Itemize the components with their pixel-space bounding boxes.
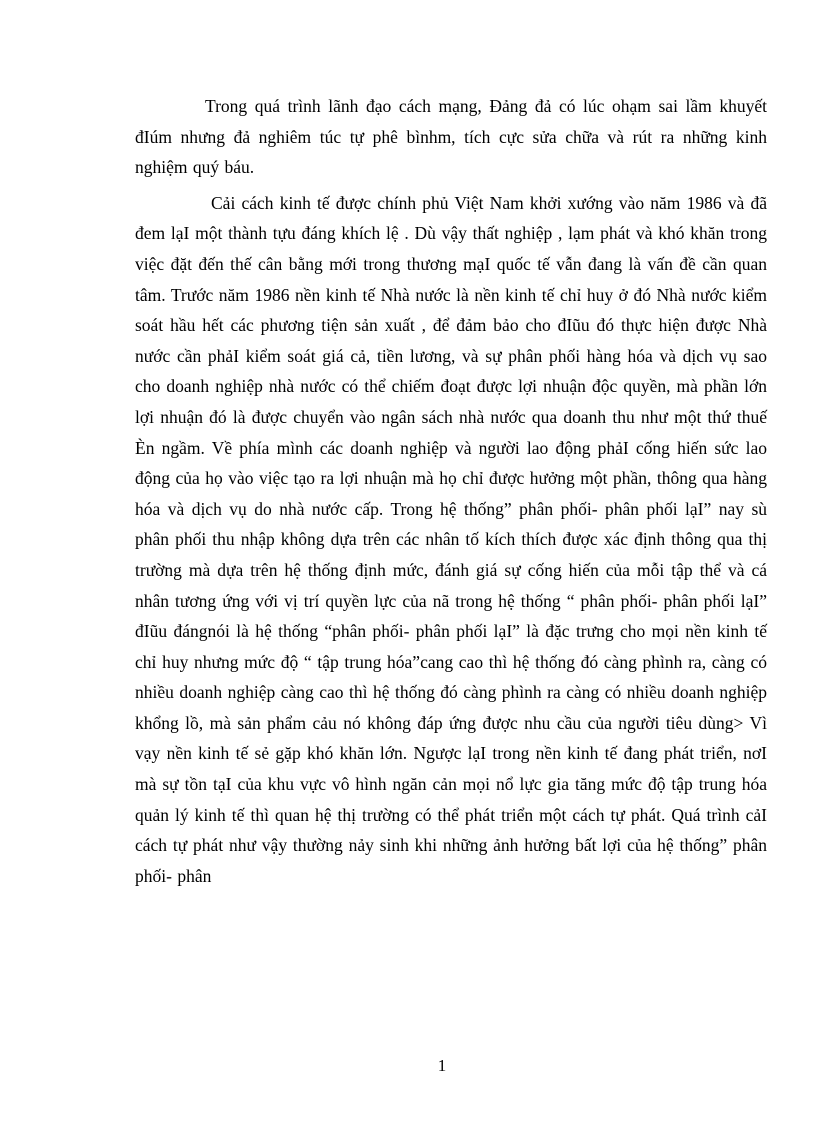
body-text [135, 91, 767, 896]
paragraph-2: Cải cách kinh tế được chính phủ Việt Nam khởi xướng vào năm 1986 và đã đem lạI một thành tựu đáng khích lệ . Dù vậy thất nghiệp , lạm phát và khó khăn trong việc đặt đến thế cân bằng mới trong thương mạI quốc tế vẫn đang là vấn đề cần quan tâm. Trước năm 1986 nền kinh tế Nhà nước là nền kinh tế chỉ huy ở đó Nhà nước kiểm soát hầu hết các phương tiện sản xuất , để đảm bảo cho đIũu đó thực hiện được Nhà nước cần phảI kiểm soát giá cả, tiền lương, và sự phân phối hàng hóa và dịch vụ sao cho doanh nghiệp nhà nước có thể chiếm đoạt được lợi nhuận độc quyền, mà phần lớn lợi nhuận đó là được chuyển vào ngân sách nhà nước qua doanh thu như một thứ thuế Èn ngầm. Về phía mình các doanh nghiệp và người lao động phảI cống hiến sức lao động của họ vào việc tạo ra lợi nhuận mà họ chỉ được hưởng một phần, thông qua hàng hóa và dịch vụ do nhà nước cấp. Trong hệ thống” phân phối- phân phối lạI” nay sù phân phối thu nhập không dựa trên các nhân tố kích thích được xác định thông qua thị trường mà dựa trên hệ thống định mức, đánh giá sự cống hiến của mỗi tập thể và cá nhân tương ứng với vị trí quyền lực của nã trong hệ thống “ phân phối- phân phối lạI” đIũu đángnói là hệ thống “phân phối- phân phối lạI” là đặc trưng cho mọi nền kinh tế chỉ huy nhưng mức độ “ tập trung hóa”cang cao thì hệ thống đó càng phình ra, càng có nhiều doanh nghiệp càng cao thì hệ thống đó càng phình ra càng có nhiều doanh nghiệp khổng lồ, mà sản phẩm cảu nó không đáp ứng được nhu cầu của người tiêu dùng> Vì vạy nền kinh tế sẻ gặp khó khăn lớn. Ngược lạI trong nền kinh tế đang phát triển, nơI mà sự tồn tạI của khu vực vô hình ngăn cản mọi nổ lực gia tăng mức độ tập trung hóa quản lý kinh tế thì quan hệ thị trường có thể phát triển một cách tự phát. Quá trình cảI cách tự phát như vậy thường nảy sinh khi những ảnh hưởng bất lợi của hệ thống” phân phối- phân [135, 192, 767, 886]
page-number: 1 [437, 1056, 447, 1075]
paragraph-1: Trong quá trình lãnh đạo cách mạng, Đảng đả có lúc ohạm sai lầm khuyết đIúm nhưng đả nghiêm túc tự phê bìnhm, tích cực sửa chữa và rút ra những kinh nghiệm quý báu. [135, 96, 767, 178]
